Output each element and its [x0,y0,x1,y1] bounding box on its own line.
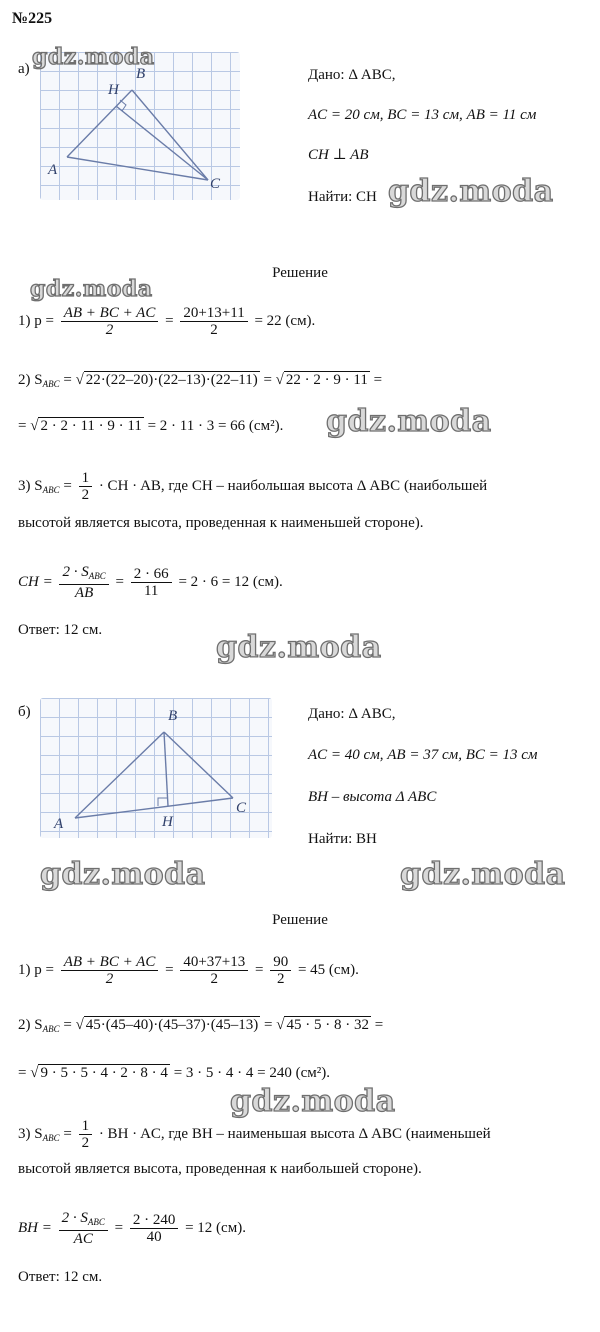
answer-a: Ответ: 12 см. [18,622,103,638]
numerator: 1 [79,470,93,487]
numerator: AB + BC + AC [61,305,159,322]
vertex-c-label: С [236,800,247,816]
radicand: 22 · 2 · 9 · 11 [285,372,368,388]
step1-result: = 22 (см). [254,312,316,329]
denominator: 2 [210,971,219,987]
step4-result: = 2 · 6 = 12 (см). [178,573,283,590]
area-subscript: ABC [42,1132,60,1143]
given-a-line1: Дано: Δ ABC, [308,67,396,83]
denominator: 2 [105,322,114,338]
fraction [79,1118,93,1151]
equals: = [18,418,27,434]
solution-a-step2-line2: = √ 2 · 2 · 11 · 9 · 11 = 2 · 11 · 3 = 66 (см²). [18,418,284,434]
vertex-b-label: В [136,66,146,82]
watermark: gdz.moda [326,404,492,439]
step4-result: = 12 (см). [185,1219,246,1236]
vertex-h-label: Н [108,82,119,98]
watermark: gdz.moda [32,44,155,70]
numerator: 2 · 66 [131,566,172,583]
denominator: 2 [105,971,114,987]
problem-number: №225 [12,10,53,27]
equals: = [255,961,264,978]
numerator: AB + BC + AC [61,954,159,971]
numerator: 40+37+13 [180,954,248,971]
step1-result: = 45 (см). [297,961,359,978]
bh-formula-prefix: BH = [18,1219,52,1236]
fraction [180,954,248,987]
triangle-b-drawing [40,698,272,838]
fraction [61,954,159,987]
vertex-h-label: Н [162,814,173,830]
fraction [61,305,159,338]
solution-b-step3 [18,1118,491,1151]
numerator: 2 · S [62,564,89,580]
step1-prefix: 1) p = [18,312,54,329]
fraction [59,564,108,601]
step2-result: = 3 · 5 · 4 · 4 = 240 (см²). [173,1065,330,1081]
solution-b-step3-line2: высотой является высота, проведенная к наибольшей стороне). [18,1161,422,1177]
denominator: AC [73,1231,93,1247]
vertex-a-label: А [48,162,58,178]
radicand: 45 · 5 · 8 · 32 [286,1017,369,1033]
equals: = [63,1017,72,1033]
equals: = [264,1017,273,1033]
equals: = [373,372,383,388]
area-subscript: ABC [42,484,60,495]
area-symbol: 2) S [18,1017,43,1033]
equals: = [63,1125,72,1142]
part-a-label: а) [18,61,30,77]
solution-b-step1 [18,954,359,987]
radicand: 9 · 5 · 5 · 4 · 2 · 8 · 4 [40,1065,168,1081]
fraction [180,305,247,338]
numerator: 1 [79,1118,93,1135]
answer-b: Ответ: 12 см. [18,1269,103,1285]
given-a-line4: Найти: CH [308,189,377,205]
numerator: 2 · S [61,1210,88,1226]
numerator: 90 [270,954,291,971]
equals: = [18,1065,27,1081]
numerator: 20+13+11 [180,305,247,322]
part-b-diagram [40,698,272,838]
watermark: gdz.moda [216,630,382,665]
numerator: 2 · 240 [130,1212,179,1229]
solution-a-step3-line2: высотой является высота, проведенная к наименьшей стороне). [18,515,424,531]
watermark: gdz.moda [388,174,554,209]
ch-formula-prefix: CH = [18,573,53,590]
step3-text: · CH · AB, где CH – наибольшая высота Δ ABC (наибольшей [98,477,488,494]
solution-b-title: Решение [272,912,328,928]
equals: = [115,573,124,590]
watermark: gdz.moda [40,857,206,892]
denominator: 40 [146,1229,162,1245]
denominator: 2 [81,487,90,503]
watermark: gdz.moda [230,1084,396,1119]
watermark: gdz.moda [30,276,153,302]
given-b-line3: BH – высота Δ ABC [308,789,437,805]
equals: = [374,1017,384,1033]
area-subscript: ABC [87,1217,105,1227]
solution-b-step2-line2: = √ 9 · 5 · 5 · 4 · 2 · 8 · 4 = 3 · 5 · 4 · 4 = 240 (см²). [18,1065,330,1081]
part-b-label: б) [18,704,31,720]
watermark: gdz.moda [400,857,566,892]
equals: = [165,312,174,329]
solution-a-step4 [18,564,283,601]
denominator: 11 [143,583,159,599]
given-b-line2: AC = 40 см, AB = 37 см, BC = 13 см [308,747,538,763]
equals: = [263,372,272,388]
denominator: AB [74,585,94,601]
radicand: 22·(22–20)·(22–13)·(22–11) [85,372,258,388]
area-subscript: ABC [42,379,60,389]
area-subscript: ABC [88,571,106,581]
vertex-b-label: В [168,708,178,724]
denominator: 2 [210,322,218,338]
fraction [130,1212,179,1245]
fraction [79,470,93,503]
denominator: 2 [276,971,285,987]
solution-b-step2: 2) $S_{ABC}$ = √ 45·(45–40)·(45–37)·(45–13) = √ 45 · 5 · 8 · 32 = [18,1017,384,1034]
fraction [131,566,172,599]
solution-a-step3 [18,470,487,503]
solution-b-step4 [18,1210,246,1247]
area-symbol: 3) S [18,1125,43,1142]
step3-text: · BH · AC, где BH – наименьшая высота Δ ABC (наименьшей [98,1125,491,1142]
solution-a-step1 [18,305,315,338]
radicand: 45·(45–40)·(45–37)·(45–13) [85,1017,259,1033]
denominator: 2 [81,1135,90,1151]
fraction [270,954,291,987]
equals: = [114,1219,124,1236]
given-a-line3: CH ⊥ AB [308,147,369,163]
given-b-line4: Найти: BH [308,831,377,847]
given-b-line1: Дано: Δ ABC, [308,706,396,722]
solution-a-step2: 2) $S_{ABC}$ = √ 22·(22–20)·(22–13)·(22–11) = √ 22 · 2 · 9 · 11 = [18,372,383,389]
area-subscript: ABC [42,1024,60,1034]
equals: = [63,477,72,494]
step1-prefix: 1) p = [18,961,54,978]
area-symbol: 2) S [18,372,43,388]
area-symbol: 3) S [18,477,43,494]
fraction [59,1210,108,1247]
vertex-a-label: А [54,816,64,832]
vertex-c-label: С [210,176,221,192]
given-a-line2: AC = 20 см, BC = 13 см, AB = 11 см [308,107,537,123]
radicand: 2 · 2 · 11 · 9 · 11 [40,418,142,434]
equals: = [165,961,174,978]
step2-result: = 2 · 11 · 3 = 66 (см²). [147,418,284,434]
solution-a-title: Решение [272,265,328,281]
equals: = [63,372,72,388]
part-a-diagram [40,52,240,200]
